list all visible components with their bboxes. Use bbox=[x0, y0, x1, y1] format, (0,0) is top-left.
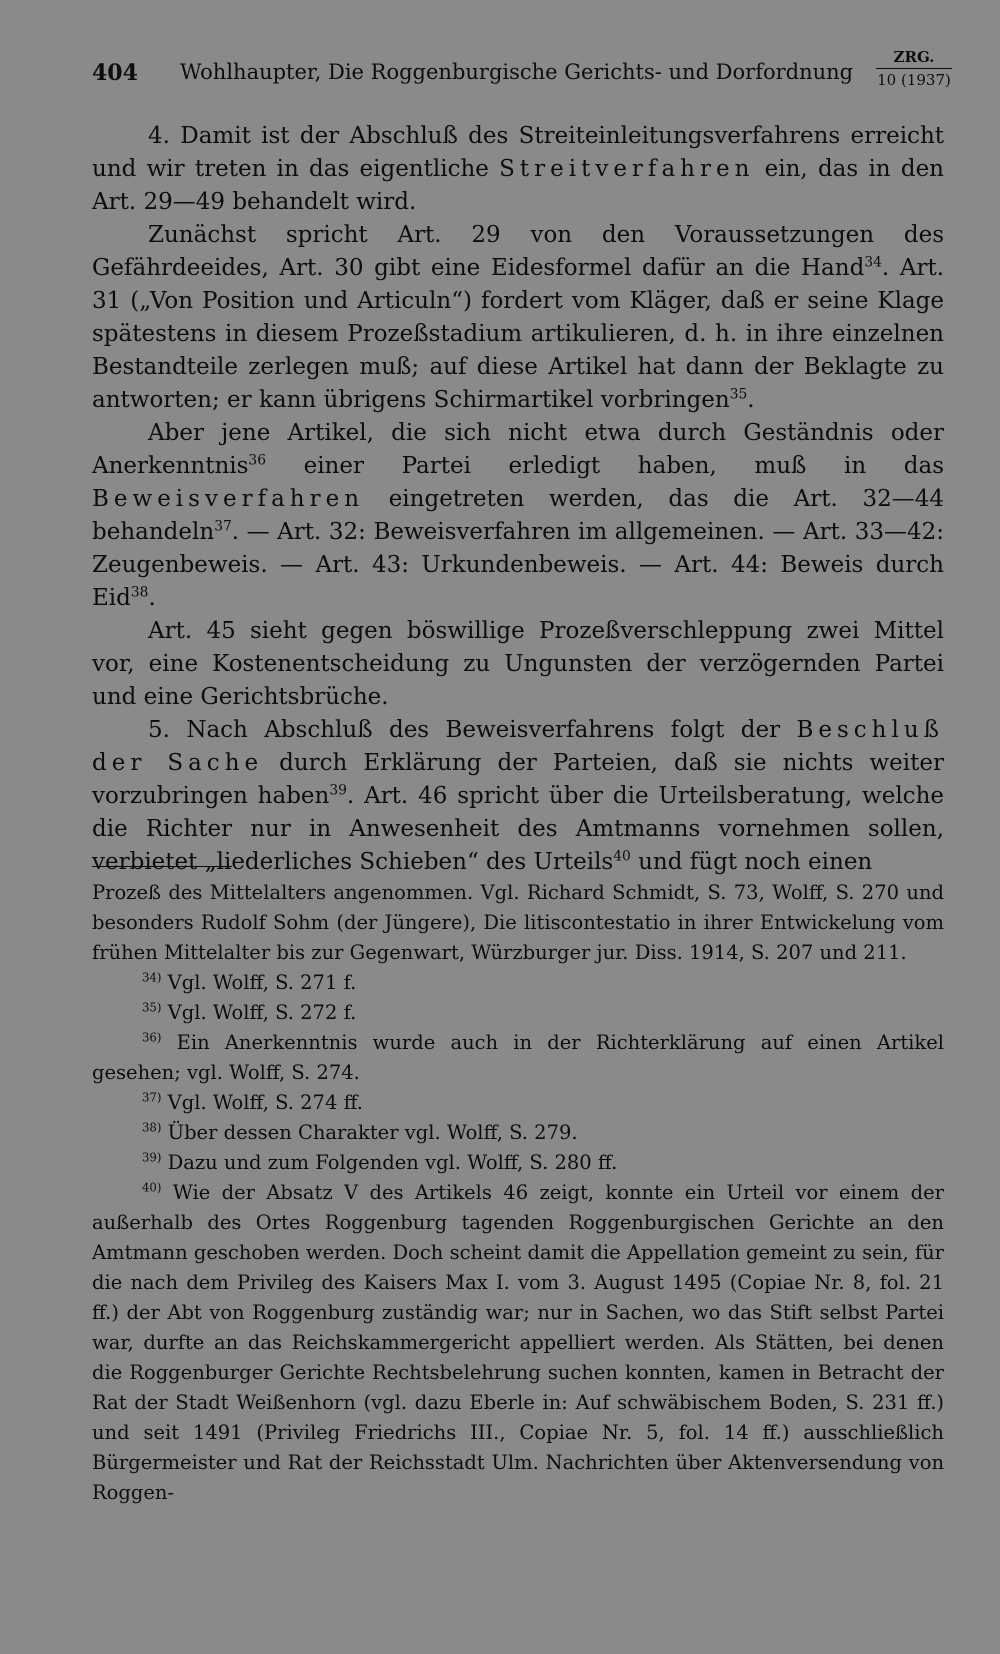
footnote-divider bbox=[92, 866, 232, 867]
footnote-37 bbox=[92, 1088, 944, 1118]
footnote-ref-39: 39 bbox=[329, 782, 347, 799]
page-number: 404 bbox=[92, 60, 138, 86]
text-run: eingetreten werden, das die Art. 32—44 behandeln bbox=[92, 486, 944, 545]
footnote-ref-34: 34 bbox=[864, 254, 882, 271]
footnotes bbox=[92, 878, 944, 1508]
footnote-mark: 36) bbox=[142, 1030, 162, 1045]
text-run: . Art. 31 („Von Position und Articuln“) fordert vom Kläger, daß er seine Klage spätestens in diesem Prozeßstadium artikulieren, d. h. in ihre einzelnen Bestandteile zerlegen muß; auf diese Artikel hat dann der Beklagte zu antworten; er kann übrigens Schirmartikel vorbringen bbox=[92, 255, 945, 413]
journal-reference bbox=[876, 48, 952, 89]
footnote-mark: 38) bbox=[142, 1120, 162, 1135]
spaced-term: Beschluß der Sache bbox=[92, 717, 944, 776]
footnote-40 bbox=[92, 1178, 944, 1508]
paragraph-4 bbox=[92, 120, 944, 219]
text-run: 4. Damit ist der Abschluß des Streiteinleitungsverfahrens erreicht und wir treten in das eigentliche bbox=[92, 123, 944, 182]
footnote-34 bbox=[92, 968, 944, 998]
footnote-35 bbox=[92, 998, 944, 1028]
footnote-text: Vgl. Wolff, S. 274 ff. bbox=[161, 1091, 363, 1114]
footnote-mark: 34) bbox=[142, 970, 162, 985]
footnote-mark: 40) bbox=[142, 1180, 162, 1195]
footnote-38 bbox=[92, 1118, 944, 1148]
text-run: . bbox=[747, 387, 755, 413]
footnote-mark: 35) bbox=[142, 1000, 162, 1015]
footnote-text: Vgl. Wolff, S. 271 f. bbox=[161, 971, 357, 994]
footnote-text: Wie der Absatz V des Artikels 46 zeigt, konnte ein Urteil vor einem der außerhalb des Ortes Roggenburg tagenden Roggenburgischen Gerichte an den Amtmann geschoben werden. Doch scheint damit die Appellation gemeint zu sein, für die nach dem Privileg des Kaisers Max I. vom 3. August 1495 (Copiae Nr. 8, fol. 21 ff.) der Abt von Roggenburg zuständig war; nur in Sachen, wo das Stift selbst Partei war, durfte an das Reichskammergericht appelliert werden. Als Stätten, bei denen die Roggenburger Gerichte Rechtsbelehrung suchen konnten, kamen in Betracht der Rat der Stadt Weißenhorn (vgl. dazu Eberle in: Auf schwäbischem Boden, S. 231 ff.) und seit 1491 (Privileg Friedrichs III., Copiae Nr. 5, fol. 14 ff.) ausschließlich Bürgermeister und Rat der Reichsstadt Ulm. Nachrichten über Aktenversendung von Roggen- bbox=[92, 1181, 944, 1504]
text-run: Zunächst spricht Art. 29 von den Voraussetzungen des Gefährdeeides, Art. 30 gibt eine Eidesformel dafür an die Hand bbox=[92, 222, 944, 281]
journal-volume: 10 (1937) bbox=[877, 71, 951, 89]
text-run: ein, das in den Art. 29—49 behandelt wird. bbox=[92, 156, 944, 215]
text-run: durch Erklärung der Parteien, daß sie nichts weiter vorzubringen haben bbox=[92, 750, 944, 809]
main-text bbox=[92, 120, 944, 879]
footnote-text: Dazu und zum Folgenden vgl. Wolff, S. 280 ff. bbox=[161, 1151, 618, 1174]
journal-abbrev: ZRG. bbox=[876, 48, 952, 69]
text-run: einer Partei erledigt haben, muß in das bbox=[265, 453, 944, 479]
running-title: Wohlhaupter, Die Roggenburgische Gerichts- und Dorfordnung bbox=[180, 60, 854, 84]
text-run: und fügt noch einen bbox=[630, 849, 873, 875]
paragraph-5 bbox=[92, 714, 944, 879]
text-run: Aber jene Artikel, die sich nicht etwa durch Geständnis oder Anerkenntnis bbox=[92, 420, 944, 479]
paragraph-art29 bbox=[92, 219, 944, 417]
footnote-ref-38: 38 bbox=[130, 584, 149, 601]
footnote-text: Ein Anerkenntnis wurde auch in der Richterklärung auf einen Artikel gesehen; vgl. Wolff, S. 274. bbox=[92, 1031, 944, 1084]
footnote-text: Vgl. Wolff, S. 272 f. bbox=[161, 1001, 357, 1024]
spaced-term: Beweisverfahren bbox=[92, 486, 365, 512]
page-header bbox=[92, 48, 952, 102]
footnote-text: Über dessen Charakter vgl. Wolff, S. 279. bbox=[161, 1121, 578, 1144]
paragraph-artikel bbox=[92, 417, 944, 615]
spaced-term: Streitverfahren bbox=[499, 156, 755, 182]
text-run: Art. 45 sieht gegen böswillige Prozeßverschleppung zwei Mittel vor, eine Kostenentscheidung zu Ungunsten der verzögernden Partei und eine Gerichtsbrüche. bbox=[92, 618, 944, 710]
footnote-ref-37: 37 bbox=[214, 518, 232, 535]
footnote-mark: 37) bbox=[142, 1090, 162, 1105]
text-run: . Art. 46 spricht über die Urteilsberatung, welche die Richter nur in Anwesenheit des Amtmanns vornehmen sollen, verbietet „liederliches Schieben“ des Urteils bbox=[92, 783, 944, 875]
paragraph-art45 bbox=[92, 615, 944, 714]
footnote-36 bbox=[92, 1028, 944, 1088]
footnote-39 bbox=[92, 1148, 944, 1178]
text-run: . bbox=[148, 585, 156, 611]
footnote-mark: 39) bbox=[142, 1150, 162, 1165]
text-run: . — Art. 32: Beweisverfahren im allgemeinen. — Art. 33—42: Zeugenbeweis. — Art. 43: Urkundenbeweis. — Art. 44: Beweis durch Eid bbox=[92, 519, 944, 611]
footnote-ref-36: 36 bbox=[248, 452, 266, 469]
footnote-continuation: Prozeß des Mittelalters angenommen. Vgl. Richard Schmidt, S. 73, Wolff, S. 270 und besonders Rudolf Sohm (der Jüngere), Die litiscontestatio in ihrer Entwickelung vom frühen Mittelalter bis zur Gegenwart, Würzburger jur. Diss. 1914, S. 207 und 211. bbox=[92, 881, 944, 964]
footnote-ref-35: 35 bbox=[729, 386, 748, 403]
footnote-ref-40: 40 bbox=[613, 848, 631, 865]
text-run: 5. Nach Abschluß des Beweisverfahrens folgt der bbox=[148, 717, 797, 743]
